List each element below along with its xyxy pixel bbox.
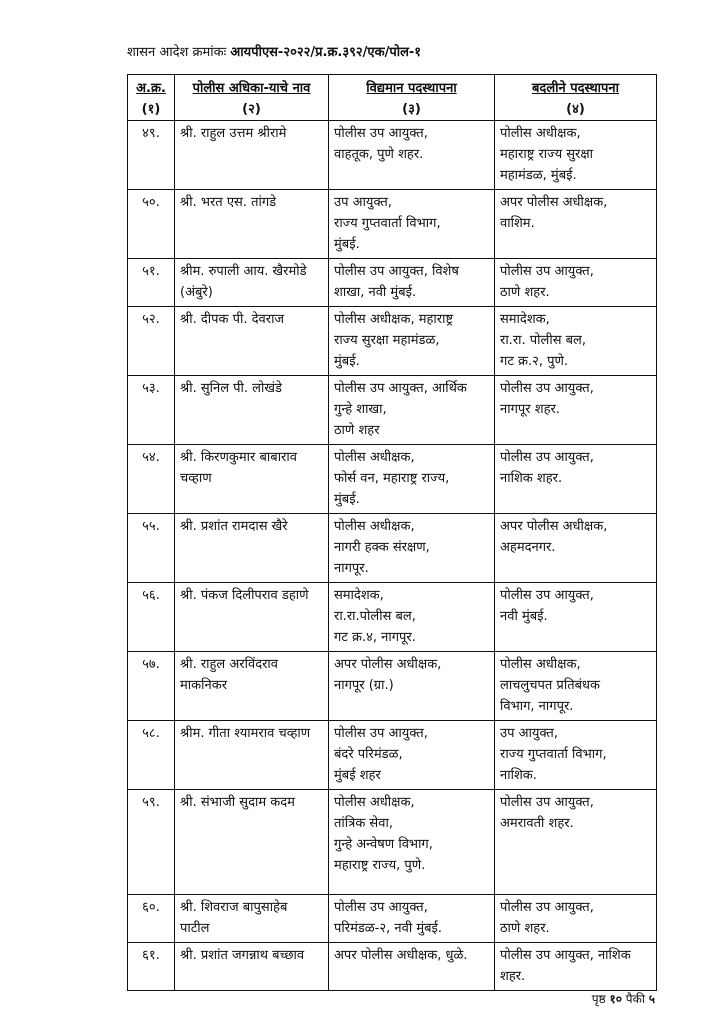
officer-name-line: श्री. किरणकुमार बाबाराव (180, 450, 297, 465)
new-posting-line: पोलीस उप आयुक्त, (500, 795, 594, 810)
current-posting-line: वाहतूक, पुणे शहर. (334, 147, 424, 162)
new-posting-line: ठाणे शहर. (500, 921, 550, 936)
current-posting-line: मुंबई. (334, 354, 360, 369)
page-total: ५ (648, 992, 655, 1006)
current-posting-line: पोलीस अधीक्षक, (334, 795, 415, 810)
current-posting-line: पोलीस अधीक्षक, महाराष्ट्र (334, 312, 454, 327)
officer-name-line: श्री. राहुल उत्तम श्रीरामे (180, 126, 287, 141)
serial-number: ५४. (128, 445, 175, 514)
officer-name-line: श्री. राहुल अरविंदराव (180, 657, 279, 672)
column-header-current-posting: विद्यमान पदस्थापना (३) (329, 75, 495, 121)
current-posting-line: पोलीस उप आयुक्त, (334, 726, 428, 741)
new-posting-line: पोलीस उप आयुक्त, (500, 900, 594, 915)
new-posting-line: पोलीस उप आयुक्त, (500, 588, 594, 603)
current-posting-line: गुन्हे अन्वेषण विभाग, (334, 837, 433, 852)
new-posting-line: अहमदनगर. (500, 540, 556, 555)
officer-name-line: (अंबुरे) (180, 285, 213, 300)
table-row (128, 259, 657, 307)
current-posting-line: अपर पोलीस अधीक्षक, धुळे. (334, 948, 468, 963)
serial-number: ५०. (128, 190, 175, 259)
officer-name-line: श्री. पंकज दिलीपराव डहाणे (180, 588, 309, 603)
officer-name (175, 721, 329, 790)
current-posting-line: उप आयुक्त, (334, 195, 392, 210)
new-posting (495, 514, 657, 583)
page-footer: पृष्ठ १० पैकी ५ (591, 992, 655, 1006)
new-posting-line: शहर. (500, 969, 526, 984)
current-posting-line: पोलीस उप आयुक्त, विशेष (334, 264, 459, 279)
current-posting-line: फोर्स वन, महाराष्ट्र राज्य, (334, 471, 450, 486)
current-posting-line: बंदरे परिमंडळ, (334, 747, 403, 762)
officer-name (175, 376, 329, 445)
new-posting-line: पोलीस उप आयुक्त, (500, 381, 594, 396)
current-posting (329, 583, 495, 652)
officer-name-line: श्री. प्रशांत जगन्नाथ बच्छाव (180, 948, 305, 963)
new-posting-line: गट क्र.२, पुणे. (500, 354, 569, 369)
current-posting-line: गट क्र.४, नागपूर. (334, 630, 416, 645)
current-posting-line: अपर पोलीस अधीक्षक, (334, 657, 442, 672)
officer-name-line: श्री. भरत एस. तांगडे (180, 195, 277, 210)
current-posting-line: पोलीस उप आयुक्त, आर्थिक (334, 381, 467, 396)
current-posting-line: पोलीस उप आयुक्त, (334, 900, 428, 915)
table-row (128, 307, 657, 376)
new-posting (495, 190, 657, 259)
officer-name-line: श्री. प्रशांत रामदास खैरे (180, 519, 288, 534)
new-posting-line: नागपूर शहर. (500, 402, 560, 417)
current-posting (329, 190, 495, 259)
new-posting-line: पोलीस अधीक्षक, (500, 126, 581, 141)
new-posting-line: नाशिक. (500, 768, 537, 783)
new-posting (495, 943, 657, 991)
order-number: आयपीएस-२०२२/प्र.क्र.३९२/एक/पोल-१ (230, 45, 422, 60)
current-posting (329, 652, 495, 721)
officer-name-line: पाटील (180, 921, 210, 936)
current-posting-line: पोलीस अधीक्षक, (334, 519, 415, 534)
new-posting (495, 790, 657, 895)
new-posting-line: अमरावती शहर. (500, 816, 574, 831)
current-posting-line: समादेशक, (334, 588, 384, 603)
serial-number: ५३. (128, 376, 175, 445)
new-posting-line: नवी मुंबई. (500, 609, 548, 624)
new-posting-line: पोलीस उप आयुक्त, (500, 264, 594, 279)
officer-name-line: श्री. सुनिल पी. लोखंडे (180, 381, 282, 396)
officer-name (175, 445, 329, 514)
current-posting-line: नागरी हक्क संरक्षण, (334, 540, 430, 555)
officer-name-line: श्रीम. रुपाली आय. खैरमोडे (180, 264, 307, 279)
current-posting-line: मुंबई. (334, 492, 360, 507)
table-row (128, 721, 657, 790)
current-posting (329, 259, 495, 307)
document-header (127, 42, 421, 60)
officer-name (175, 514, 329, 583)
new-posting-line: समादेशक, (500, 312, 550, 327)
new-posting (495, 583, 657, 652)
current-posting-line: राज्य सुरक्षा महामंडळ, (334, 333, 440, 348)
serial-number: ५९. (128, 790, 175, 895)
new-posting-line: पोलीस उप आयुक्त, (500, 450, 594, 465)
serial-number: ५७. (128, 652, 175, 721)
new-posting-line: पोलीस उप आयुक्त, नाशिक (500, 948, 631, 963)
officer-name (175, 652, 329, 721)
table-row (128, 943, 657, 991)
officer-name (175, 121, 329, 190)
table-header-row (128, 75, 657, 121)
new-posting-line: वाशिम. (500, 216, 535, 231)
current-posting-line: पोलीस अधीक्षक, (334, 450, 415, 465)
officer-name-line: श्री. दीपक पी. देवराज (180, 312, 285, 327)
page-number: १० (609, 992, 622, 1006)
current-posting-line: मुंबई शहर (334, 768, 381, 783)
serial-number: ५२. (128, 307, 175, 376)
serial-number: ६१. (128, 943, 175, 991)
new-posting-line: राज्य गुप्तवार्ता विभाग, (500, 747, 607, 762)
officer-name-line: श्री. शिवराज बापुसाहेब (180, 900, 288, 915)
table-row (128, 652, 657, 721)
current-posting (329, 376, 495, 445)
current-posting-line: गुन्हे शाखा, (334, 402, 387, 417)
new-posting (495, 376, 657, 445)
new-posting-line: महाराष्ट्र राज्य सुरक्षा (500, 147, 594, 162)
table-row (128, 121, 657, 190)
table-row (128, 445, 657, 514)
current-posting-line: शाखा, नवी मुंबई. (334, 285, 417, 300)
current-posting (329, 121, 495, 190)
new-posting-line: अपर पोलीस अधीक्षक, (500, 195, 608, 210)
transfer-table (127, 74, 657, 991)
current-posting-line: पोलीस उप आयुक्त, (334, 126, 428, 141)
officer-name-line: माकनिकर (180, 678, 228, 693)
current-posting-line: तांत्रिक सेवा, (334, 816, 393, 831)
new-posting-line: अपर पोलीस अधीक्षक, (500, 519, 608, 534)
current-posting-line: मुंबई. (334, 237, 360, 252)
table-row (128, 376, 657, 445)
officer-name-line: श्री. संभाजी सुदाम कदम (180, 795, 295, 810)
new-posting (495, 652, 657, 721)
officer-name (175, 190, 329, 259)
new-posting (495, 445, 657, 514)
new-posting (495, 121, 657, 190)
officer-name-line: श्रीम. गीता श्यामराव चव्हाण (180, 726, 311, 741)
column-header-name: पोलीस अधिका-याचे नाव (२) (175, 75, 329, 121)
new-posting (495, 259, 657, 307)
current-posting (329, 721, 495, 790)
new-posting (495, 895, 657, 943)
table-row (128, 583, 657, 652)
officer-name (175, 895, 329, 943)
new-posting (495, 307, 657, 376)
new-posting-line: विभाग, नागपूर. (500, 699, 574, 714)
table-row (128, 790, 657, 895)
current-posting-line: परिमंडळ-२, नवी मुंबई. (334, 921, 443, 936)
new-posting-line: उप आयुक्त, (500, 726, 558, 741)
current-posting-line: नागपूर (ग्रा.) (334, 678, 394, 693)
serial-number: ५६. (128, 583, 175, 652)
officer-name-line: चव्हाण (180, 471, 212, 486)
table-body (128, 121, 657, 991)
column-header-new-posting: बदलीने पदस्थापना (४) (495, 75, 657, 121)
current-posting-line: रा.रा.पोलीस बल, (334, 609, 416, 624)
current-posting (329, 307, 495, 376)
table-row (128, 190, 657, 259)
new-posting-line: रा.रा. पोलीस बल, (500, 333, 586, 348)
new-posting-line: ठाणे शहर. (500, 285, 550, 300)
current-posting-line: राज्य गुप्तवार्ता विभाग, (334, 216, 441, 231)
current-posting (329, 514, 495, 583)
header-prefix: शासन आदेश क्रमांकः (127, 45, 231, 60)
table-row (128, 514, 657, 583)
serial-number: ५१. (128, 259, 175, 307)
officer-name (175, 307, 329, 376)
current-posting-line: नागपूर. (334, 561, 369, 576)
column-header-serial: अ.क्र. (१) (128, 75, 175, 121)
table-row (128, 895, 657, 943)
current-posting (329, 943, 495, 991)
officer-name (175, 943, 329, 991)
current-posting (329, 790, 495, 895)
new-posting-line: नाशिक शहर. (500, 471, 563, 486)
new-posting-line: पोलीस अधीक्षक, (500, 657, 581, 672)
serial-number: ५८. (128, 721, 175, 790)
current-posting-line: ठाणे शहर (334, 423, 380, 438)
officer-name (175, 259, 329, 307)
new-posting (495, 721, 657, 790)
serial-number: ४९. (128, 121, 175, 190)
officer-name (175, 790, 329, 895)
current-posting-line: महाराष्ट्र राज्य, पुणे. (334, 858, 426, 873)
new-posting-line: लाचलुचपत प्रतिबंधक (500, 678, 601, 693)
serial-number: ६०. (128, 895, 175, 943)
officer-name (175, 583, 329, 652)
current-posting (329, 445, 495, 514)
current-posting (329, 895, 495, 943)
serial-number: ५५. (128, 514, 175, 583)
new-posting-line: महामंडळ, मुंबई. (500, 168, 577, 183)
